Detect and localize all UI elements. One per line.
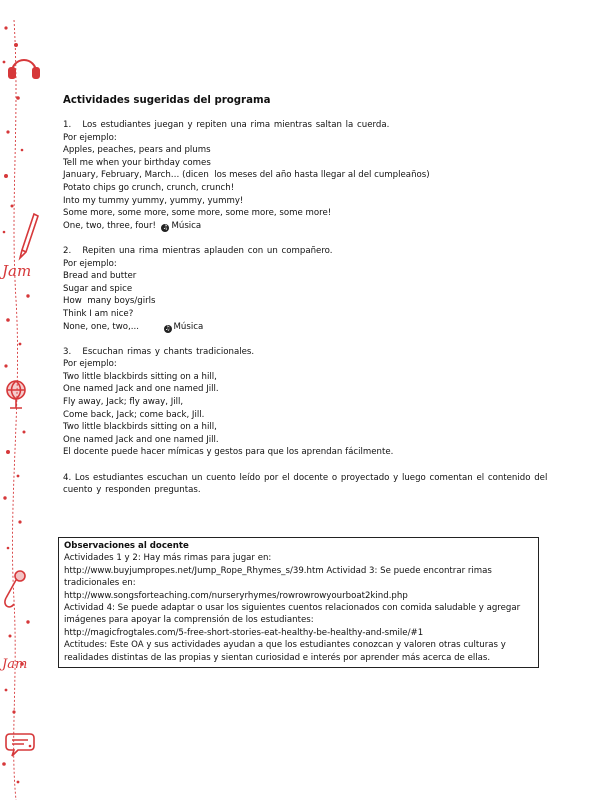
activity-line-with-musica bbox=[63, 220, 563, 233]
left-margin-decoration bbox=[0, 0, 48, 800]
activity-line: Fly away, Jack; fly away, Jill, bbox=[63, 397, 184, 408]
observations-line: http://magicfrogtales.com/5-free-short-stories-eat-healthy-be-healthy-and-smile/#1 bbox=[64, 627, 424, 638]
pencil-icon bbox=[20, 214, 38, 258]
activity-heading: 3. Escuchan rimas y chants tradicionales. bbox=[63, 346, 255, 357]
activity-line: None, one, two,... bbox=[63, 321, 164, 332]
page-title: Actividades sugeridas del programa bbox=[63, 95, 271, 106]
microphone-icon bbox=[5, 571, 25, 607]
activity-line: Bread and butter bbox=[63, 271, 137, 282]
activity-line: Two little blackbirds sitting on a hill, bbox=[63, 371, 217, 382]
observations-line: Actividad 4: Se puede adaptar o usar los siguientes cuentos relacionados con comida saludable y agregar imágenes para apoyar la comprensión de los estudiantes: bbox=[64, 603, 521, 626]
musica-label: Música bbox=[171, 220, 202, 231]
observations-line: Actividades 1 y 2: Hay más rimas para jugar en: bbox=[64, 553, 272, 564]
teacher-observations-box bbox=[58, 537, 539, 668]
observations-line: http://www.buyjumpropes.net/Jump_Rope_Rhymes_s/39.htm Actividad 3: Se puede encontrar rimas tradicionales en: bbox=[64, 565, 492, 589]
activity-1 bbox=[63, 119, 563, 232]
activity-2 bbox=[63, 245, 563, 333]
activity-line: Potato chips go crunch, crunch, crunch! bbox=[63, 182, 235, 193]
jam-logo bbox=[0, 262, 31, 280]
headphones-icon bbox=[9, 60, 39, 78]
activity-line: January, February, March… (dicen los meses del año hasta llegar al del cumpleaños) bbox=[63, 170, 430, 181]
observations-line: Actitudes: Este OA y sus actividades ayudan a que los estudiantes conozcan y valoren otras culturas y realidades distintas de las propias y sientan curiosidad e interés por aprender más acerca de ellas. bbox=[64, 640, 506, 663]
observations-title: Observaciones al docente bbox=[64, 541, 189, 551]
activity-line: Por ejemplo: bbox=[63, 132, 117, 143]
activity-line: El docente puede hacer mímicas y gestos para que los aprendan fácilmente. bbox=[63, 447, 394, 458]
jam-logo bbox=[0, 657, 27, 672]
globe-icon bbox=[7, 381, 25, 408]
activity-line: How many boys/girls bbox=[63, 296, 156, 307]
activity-heading: 1. Los estudiantes juegan y repiten una rima mientras saltan la cuerda. bbox=[63, 120, 390, 130]
music-icon: ♫ bbox=[162, 223, 169, 231]
activity-line-with-musica bbox=[63, 321, 563, 334]
activity-line: One, two, three, four! bbox=[63, 220, 162, 231]
observations-line: http://www.songsforteaching.com/nurseryrhymes/rowrowrowyourboat2kind.php bbox=[64, 590, 408, 601]
activity-line: Apples, peaches, pears and plums bbox=[63, 145, 211, 156]
activity-line: One named Jack and one named Jill. bbox=[63, 384, 219, 395]
activity-line: Sugar and spice bbox=[63, 283, 133, 294]
activity-3 bbox=[63, 346, 563, 459]
activity-line: Tell me when your birthday comes bbox=[63, 157, 211, 168]
activity-line: One named Jack and one named Jill. bbox=[63, 434, 219, 445]
activity-line: Come back, Jack; come back, Jill. bbox=[63, 409, 205, 420]
activity-line: Some more, some more, some more, some more, some more! bbox=[63, 208, 332, 219]
activity-4 bbox=[63, 472, 563, 497]
main-content bbox=[63, 94, 563, 509]
activity-line: Into my tummy yummy, yummy, yummy! bbox=[63, 195, 244, 206]
activity-line: Think I am nice? bbox=[63, 308, 134, 319]
activity-line: Por ejemplo: bbox=[63, 258, 117, 269]
activity-heading: 2. Repiten una rima mientras aplauden con un compañero. bbox=[63, 245, 333, 256]
activity-line: Por ejemplo: bbox=[63, 359, 117, 370]
activity-heading: 4. Los estudiantes escuchan un cuento leído por el docente o proyectado y luego comentan el contenido del cuento y responden preguntas. bbox=[63, 472, 548, 496]
svg-text:Jam: Jam bbox=[2, 262, 32, 280]
svg-text:Jam: Jam bbox=[2, 657, 28, 672]
activity-line: Two little blackbirds sitting on a hill, bbox=[63, 422, 217, 433]
music-icon: ♫ bbox=[164, 324, 171, 332]
musica-label: Música bbox=[173, 321, 204, 332]
